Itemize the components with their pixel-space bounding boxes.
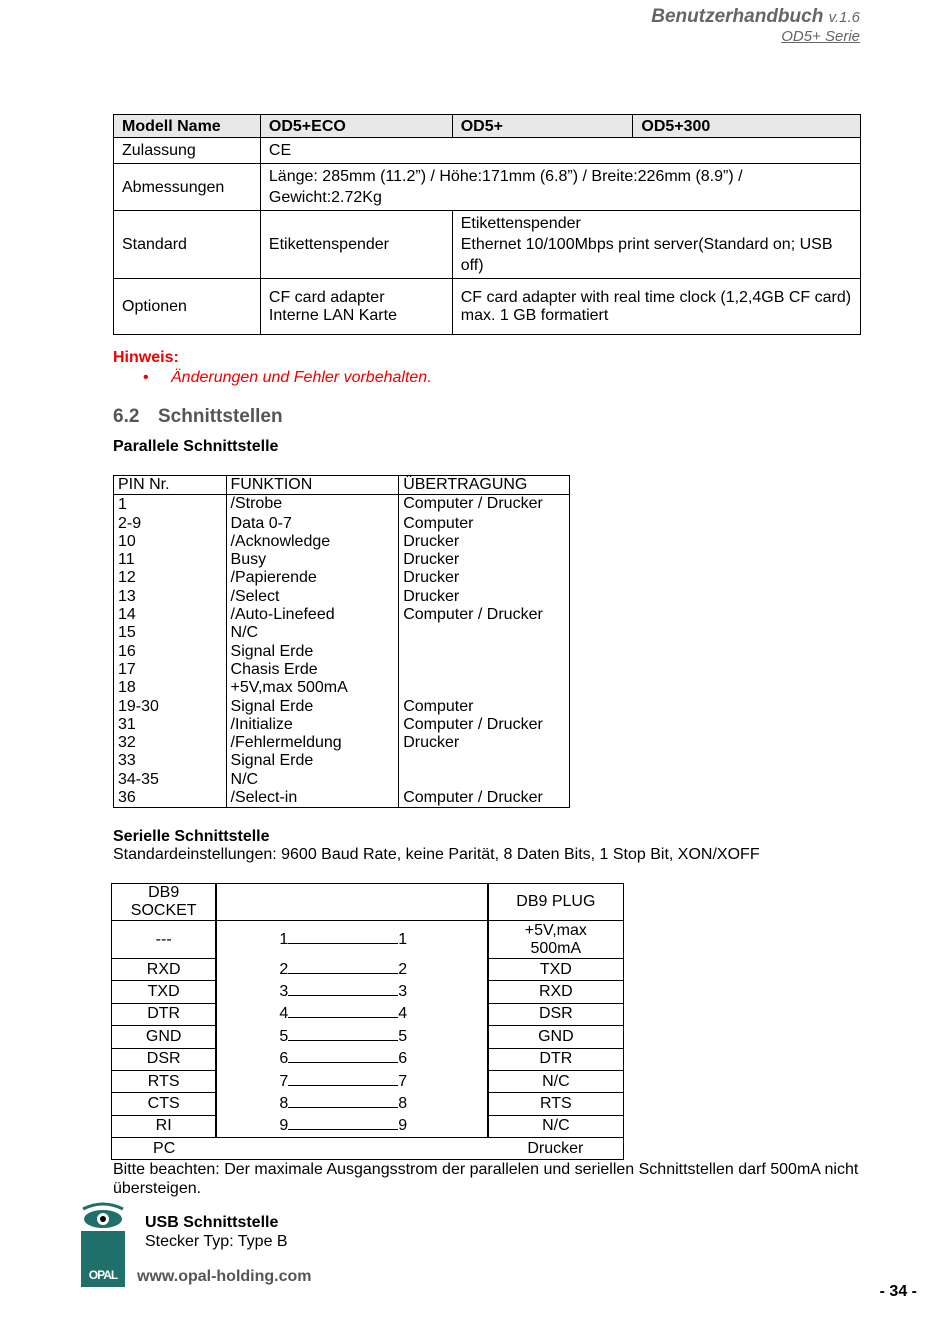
pin-number: 33 [114,752,227,770]
table-row [114,588,570,606]
wire-connection [279,961,407,979]
row-abmessungen [114,164,861,211]
plug-signal: GND [488,1026,624,1048]
pin-direction: Computer / Drucker [399,716,570,734]
pin-wire [216,1093,487,1115]
wire-connection [279,931,407,949]
pin-function: /Papierende [226,569,399,587]
pin-wire [216,1070,487,1092]
pin-number: 34-35 [114,771,227,789]
pin-direction: Computer / Drucker [399,606,570,624]
wire-line [288,931,398,944]
footer-spacer [216,1138,487,1160]
pin-direction: Drucker [399,533,570,551]
table-row [114,716,570,734]
pin-wire [216,981,487,1003]
weight-line: Gewicht:2.72Kg [268,189,382,206]
section-number: 6.2 [113,406,140,427]
wire-line [288,1117,398,1130]
pin-function: Signal Erde [226,643,399,661]
usb-connector: Stecker Typ: Type B [145,1233,288,1250]
table-row [114,551,570,569]
pin-left: 1 [279,930,289,948]
pin-left: 4 [279,1005,289,1023]
pin-direction [399,624,570,642]
pin-right: 1 [398,930,408,948]
db9-body [112,921,624,1138]
pin-number: 18 [114,679,227,697]
pin-right: 4 [398,1005,408,1023]
model-specs-table [113,114,861,335]
socket-signal: RXD [112,959,217,981]
header-cell: PIN Nr. [114,476,227,495]
pin-function: N/C [226,624,399,642]
pin-left: 7 [279,1072,289,1090]
pin-left: 8 [279,1095,289,1113]
wire-line [288,983,398,996]
row-standard [114,211,861,279]
pin-direction [399,752,570,770]
logo-text: OPAL [88,1268,118,1282]
pin-number: 13 [114,588,227,606]
socket-signal: DTR [112,1003,217,1025]
pin-right: 3 [398,983,408,1001]
pin-function: Busy [226,551,399,569]
row-label: Zulassung [114,138,261,164]
pin-function: Data 0-7 [226,515,399,533]
plug-signal: DTR [488,1048,624,1070]
db9-row [112,1026,624,1048]
wire-connection [279,1050,407,1068]
pin-direction: Computer [399,698,570,716]
header-cell: OD5+ECO [260,115,452,138]
hint-label: Hinweis: [113,349,179,366]
table-row [114,771,570,789]
db9-row [112,1048,624,1070]
db9-row [112,921,624,959]
pin-left: 9 [279,1117,289,1135]
pin-direction: Computer / Drucker [399,495,570,515]
pin-direction: Drucker [399,588,570,606]
pin-direction [399,679,570,697]
option-line: max. 1 GB formatiert [460,306,609,324]
standard-line: off) [460,257,484,274]
pin-number: 32 [114,734,227,752]
pin-function: Signal Erde [226,698,399,716]
row-zulassung [114,138,861,164]
db9-row [112,1070,624,1092]
pin-direction [399,661,570,679]
wire-connection [279,1073,407,1091]
wire-connection [279,1095,407,1113]
pin-number: 36 [114,789,227,808]
table-row [114,679,570,697]
opal-logo [81,1201,125,1287]
socket-signal: DSR [112,1048,217,1070]
table-row [114,569,570,587]
socket-signal: TXD [112,981,217,1003]
pin-wire [216,959,487,981]
table-row [114,515,570,533]
wire-connection [279,983,407,1001]
pin-right: 5 [398,1027,408,1045]
pin-direction [399,643,570,661]
parallel-title: Parallele Schnittstelle [113,438,279,455]
pin-number: 10 [114,533,227,551]
pin-function: /Auto-Linefeed [226,606,399,624]
db9-row [112,1115,624,1137]
table-row [114,533,570,551]
plug-signal: DSR [488,1003,624,1025]
pin-number: 11 [114,551,227,569]
pin-right: 8 [398,1095,408,1113]
pin-right: 6 [398,1050,408,1068]
page-number: - 34 - [879,1283,917,1300]
pin-function: N/C [226,771,399,789]
db9-row [112,1093,624,1115]
current-note: Bitte beachten: Der maximale Ausgangsstrom der parallelen und seriellen Schnittstellen darf 500mA nicht übersteigen. [113,1161,859,1197]
pc-label: PC [112,1138,217,1160]
db9-row [112,981,624,1003]
pin-right: 9 [398,1117,408,1135]
pin-direction: Drucker [399,551,570,569]
series-name: OD5+ Serie [781,28,860,45]
db9-row [112,959,624,981]
wire-line [288,1005,398,1018]
pin-function: Signal Erde [226,752,399,770]
pin-direction: Drucker [399,734,570,752]
wire-line [288,1050,398,1063]
header-cell: OD5+300 [633,115,861,138]
standard-line: Etikettenspender [460,215,581,232]
row-value-other [452,211,860,279]
pin-left: 6 [279,1050,289,1068]
wire-line [288,1073,398,1086]
header-cell: ÜBERTRAGUNG [399,476,570,495]
pin-function: /Acknowledge [226,533,399,551]
parallel-pin-table [113,475,570,808]
header-spacer [216,884,487,921]
pin-direction: Computer / Drucker [399,789,570,808]
row-optionen [114,279,861,335]
pin-number: 19-30 [114,698,227,716]
pin-left: 5 [279,1027,289,1045]
row-value-eco: Etikettenspender [260,211,452,279]
socket-signal: GND [112,1026,217,1048]
website-link[interactable]: www.opal-holding.com [137,1268,312,1285]
table-row [114,661,570,679]
db9-header [112,884,624,921]
socket-signal: RI [112,1115,217,1137]
hint-text: Änderungen und Fehler vorbehalten. [171,369,432,386]
pin-wire [216,1048,487,1070]
socket-header: DB9 SOCKET [112,884,217,921]
pin-function: /Fehlermeldung [226,734,399,752]
table-row [114,734,570,752]
serial-title: Serielle Schnittstelle [113,828,270,845]
pin-left: 3 [279,983,289,1001]
model-table-header [114,115,861,138]
standard-line: Ethernet 10/100Mbps print server(Standard on; USB [460,236,833,253]
pin-wire [216,1026,487,1048]
pin-number: 12 [114,569,227,587]
row-value-eco [260,279,452,335]
wire-connection [279,1117,407,1135]
pin-number: 16 [114,643,227,661]
table-row [114,495,570,515]
db9-table [111,883,624,1160]
header-cell: FUNKTION [226,476,399,495]
table-row [114,606,570,624]
manual-title-text: Benutzerhandbuch [651,6,824,27]
wire-line [288,961,398,974]
bullet: • [143,369,149,386]
db9-footer [112,1138,624,1160]
pin-number: 15 [114,624,227,642]
wire-line [288,1028,398,1041]
table-row [114,698,570,716]
pin-direction: Computer [399,515,570,533]
wire-connection [279,1005,407,1023]
pin-left: 2 [279,960,289,978]
plug-signal: RXD [488,981,624,1003]
pin-function: +5V,max 500mA [226,679,399,697]
plug-signal: N/C [488,1070,624,1092]
option-line: CF card adapter with real time clock (1,2,4GB CF card) [460,288,852,306]
pin-number: 1 [114,495,227,515]
header-cell: Modell Name [114,115,261,138]
pin-direction: Drucker [399,569,570,587]
socket-signal: CTS [112,1093,217,1115]
pin-wire [216,1115,487,1137]
socket-signal: RTS [112,1070,217,1092]
section-heading [113,406,283,428]
pin-function: /Select [226,588,399,606]
dimensions-line: Länge: 285mm (11.2”) / Höhe:171mm (6.8”) / Breite:226mm (8.9”) / [268,168,743,185]
option-line: CF card adapter [268,288,385,306]
row-label: Standard [114,211,261,279]
row-value: CE [260,138,860,164]
row-label: Abmessungen [114,164,261,211]
row-value-other [452,279,860,335]
plug-signal: +5V,max 500mA [488,921,624,959]
pin-table-body [114,495,570,808]
table-row [114,789,570,808]
plug-header: DB9 PLUG [488,884,624,921]
pin-wire [216,921,487,959]
manual-version: v.1.6 [828,9,860,26]
pin-function: /Select-in [226,789,399,808]
printer-label: Drucker [488,1138,624,1160]
wire-line [288,1095,398,1108]
plug-signal: RTS [488,1093,624,1115]
usb-title: USB Schnittstelle [145,1214,279,1231]
plug-signal: TXD [488,959,624,981]
section-title: Schnittstellen [158,406,283,427]
serial-settings: Standardeinstellungen: 9600 Baud Rate, keine Parität, 8 Daten Bits, 1 Stop Bit, XON/XOFF [113,846,760,863]
db9-row [112,1003,624,1025]
pin-wire [216,1003,487,1025]
pin-number: 2-9 [114,515,227,533]
pin-direction [399,771,570,789]
table-row [114,643,570,661]
option-line: Interne LAN Karte [268,306,397,324]
pin-function: /Initialize [226,716,399,734]
pin-number: 31 [114,716,227,734]
row-label: Optionen [114,279,261,335]
plug-signal: N/C [488,1115,624,1137]
pin-table-header [114,476,570,495]
socket-signal: --- [112,921,217,959]
pin-right: 7 [398,1072,408,1090]
pin-right: 2 [398,960,408,978]
hint-item [143,369,432,387]
header-cell: OD5+ [452,115,633,138]
row-value [260,164,860,211]
wire-connection [279,1028,407,1046]
pin-number: 14 [114,606,227,624]
table-row [114,624,570,642]
pin-function: /Strobe [226,495,399,515]
pin-function: Chasis Erde [226,661,399,679]
table-row [114,752,570,770]
pin-number: 17 [114,661,227,679]
manual-title [651,6,860,28]
